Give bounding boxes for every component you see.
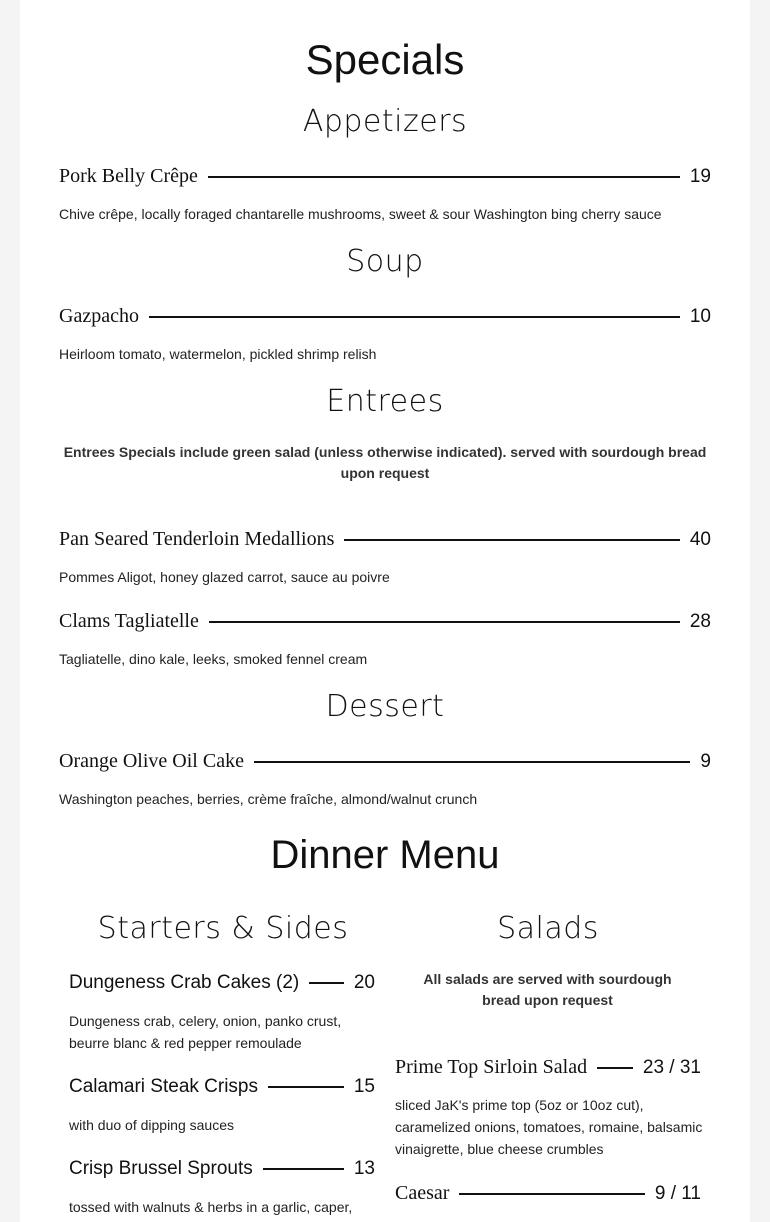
menu-item [69,972,375,994]
item-name: Pork Belly Crêpe [59,165,198,187]
item-name: Prime Top Sirloin Salad [395,1056,588,1078]
leader-line [254,761,690,763]
item-price: 9 / 11 [654,1182,701,1204]
soup-heading: Soup [346,244,424,279]
leader-line [597,1067,633,1069]
menu-item [395,1182,701,1205]
item-description: Heirloom tomato, watermelon, pickled shrimp relish [59,346,377,362]
leader-line [459,1193,644,1195]
menu-item [69,1158,375,1180]
item-name: Pan Seared Tenderloin Medallions [59,528,335,550]
item-name: Calamari Steak Crisps [69,1076,258,1097]
entrees-heading: Entrees [326,384,444,419]
specials-title: Specials [305,36,465,83]
item-price: 28 [689,610,711,632]
item-price: 15 [353,1076,375,1097]
dinner-menu-title: Dinner Menu [270,833,500,877]
dessert-heading: Dessert [325,689,445,724]
item-price: 10 [689,305,711,327]
item-description: Dungeness crab, celery, onion, panko crust, beurre blanc & red pepper remoulade [69,1013,342,1051]
menu-item [59,528,711,551]
leader-line [268,1086,344,1088]
menu-item [395,1056,701,1079]
item-description: Pommes Aligot, honey glazed carrot, sauce au poivre [59,569,390,585]
item-description: tossed with walnuts & herbs in a garlic, caper, [69,1199,353,1215]
leader-line [209,621,680,623]
item-description: Tagliatelle, dino kale, leeks, smoked fennel cream [59,651,368,667]
menu-item [69,1076,375,1098]
menu-item [59,305,711,328]
leader-line [344,539,679,541]
item-name: Caesar [395,1182,450,1204]
item-description: Chive crêpe, locally foraged chantarelle mushrooms, sweet & sour Washington bing cherry sauce [59,206,662,222]
item-description: Washington peaches, berries, crème fraîche, almond/walnut crunch [59,791,478,807]
item-price: 23 / 31 [642,1056,701,1078]
salads-heading: Salads [497,911,599,946]
leader-line [208,176,680,178]
item-name: Gazpacho [59,305,139,327]
item-name: Crisp Brussel Sprouts [69,1158,253,1179]
leader-line [309,982,344,984]
menu-page [20,0,750,1222]
item-name: Clams Tagliatelle [59,610,199,632]
item-price: 20 [353,972,375,993]
menu-item [59,610,711,633]
item-name: Dungeness Crab Cakes (2) [69,972,300,993]
starters-heading: Starters & Sides [97,911,349,946]
salads-note: All salads are served with sourdough bread upon request [423,971,672,1008]
item-price: 13 [353,1158,375,1179]
item-name: Orange Olive Oil Cake [59,750,244,772]
appetizers-heading: Appetizers [302,104,468,139]
leader-line [263,1168,344,1170]
item-price: 19 [689,165,711,187]
menu-item [59,165,711,188]
item-description: sliced JaK's prime top (5oz or 10oz cut), caramelized onions, tomatoes, romaine, balsamic vinaigrette, blue cheese crumbles [395,1097,703,1157]
item-price: 40 [689,528,711,550]
item-description: with duo of dipping sauces [69,1117,234,1133]
item-price: 9 [700,750,711,772]
leader-line [149,316,680,318]
entrees-note: Entrees Specials include green salad (unless otherwise indicated). served with sourdough bread upon request [63,444,707,481]
menu-item [59,750,711,773]
